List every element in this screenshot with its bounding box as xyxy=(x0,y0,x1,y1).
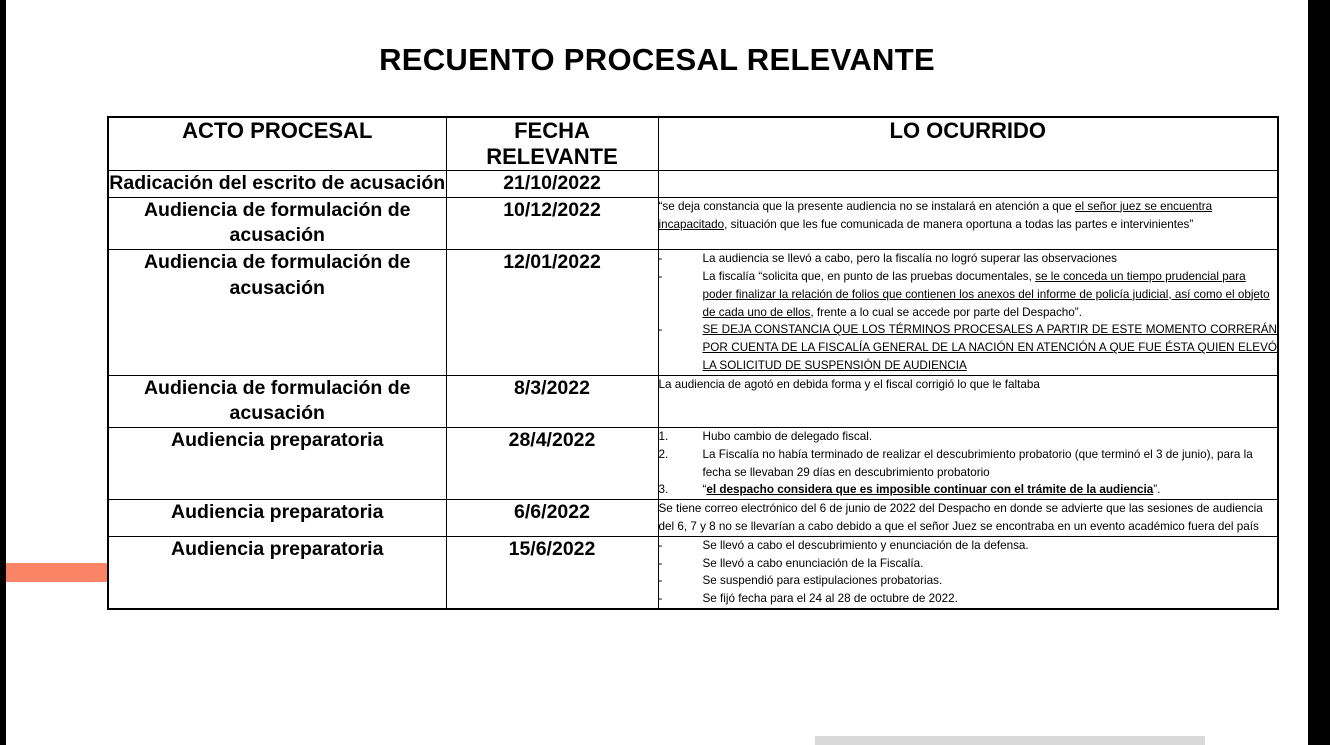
list-item-text xyxy=(703,555,1278,573)
list-item xyxy=(659,268,1278,321)
header-lo-ocurrido: LO OCURRIDO xyxy=(658,117,1278,171)
table-row xyxy=(108,500,1278,537)
cell-fecha-relevante: 15/6/2022 xyxy=(446,536,658,609)
cell-acto-procesal: Audiencia de formulación de acusación xyxy=(108,375,446,427)
cell-fecha-relevante: 12/01/2022 xyxy=(446,250,658,375)
list-item-text xyxy=(703,250,1278,268)
cell-lo-ocurrido xyxy=(658,536,1278,609)
list-marker: - xyxy=(658,592,663,606)
cell-fecha-relevante: 21/10/2022 xyxy=(446,171,658,198)
list-marker: - xyxy=(658,269,663,283)
list-item-text xyxy=(703,572,1278,590)
list-item-text xyxy=(703,590,1278,608)
list-marker: - xyxy=(658,252,663,266)
list-marker: 2. xyxy=(658,447,669,461)
cell-fecha-relevante: 10/12/2022 xyxy=(446,197,658,249)
cell-fecha-relevante: 6/6/2022 xyxy=(446,500,658,537)
text-run: Se llevó a cabo enunciación de la Fiscalía. xyxy=(702,556,924,570)
ocurrido-list xyxy=(659,250,1278,374)
list-item-text xyxy=(703,428,1278,446)
table-row xyxy=(108,428,1278,500)
underlined-text: SE DEJA CONSTANCIA QUE LOS TÉRMINOS PROCESALES A PARTIR DE ESTE MOMENTO CORRERÁN POR CUENTA DE LA FISCALÍA GENERAL DE LA NACIÓN EN ATENCIÓN A QUE FUE ÉSTA QUIEN ELEVÓ LA SOLICITUD DE SUSPENSIÓN DE AUDIENCIA xyxy=(702,323,1277,372)
header-acto-procesal: ACTO PROCESAL xyxy=(108,117,446,171)
list-item xyxy=(659,537,1278,555)
list-item-text xyxy=(703,446,1278,482)
cell-lo-ocurrido xyxy=(658,197,1278,249)
list-item xyxy=(659,446,1278,482)
cell-acto-procesal: Audiencia preparatoria xyxy=(108,536,446,609)
cell-lo-ocurrido xyxy=(658,428,1278,500)
list-item xyxy=(659,590,1278,608)
recuento-procesal-table xyxy=(107,116,1279,610)
left-letterbox-bar xyxy=(0,0,6,745)
underlined-text: el señor juez se encuentra incapacitado, xyxy=(658,199,1213,231)
bold-underlined-text: el despacho considera que es imposible continuar con el trámite de la audiencia xyxy=(706,483,1154,497)
list-marker: - xyxy=(658,556,663,570)
table-body xyxy=(108,171,1278,609)
list-marker: 3. xyxy=(658,483,669,497)
text-run: La fiscalía “solicita que, en punto de las pruebas documentales, xyxy=(702,269,1036,283)
text-run: , frente a lo cual se accede por parte del Despacho”. xyxy=(810,305,1082,319)
list-item-text xyxy=(703,537,1278,555)
list-item xyxy=(659,481,1278,499)
ocurrido-paragraph xyxy=(659,376,1278,394)
cell-acto-procesal: Radicación del escrito de acusación xyxy=(108,171,446,198)
list-item xyxy=(659,321,1278,374)
list-item-text xyxy=(703,481,1278,499)
text-run: La audiencia se llevó a cabo, pero la fiscalía no logró superar las observaciones xyxy=(702,252,1118,266)
cell-lo-ocurrido xyxy=(658,500,1278,537)
underlined-text: se le conceda un tiempo prudencial para poder finalizar la relación de folios que contienen los anexos del informe de policía judicial, así como el objeto de cada uno de ellos xyxy=(702,269,1270,319)
cell-acto-procesal: Audiencia de formulación de acusación xyxy=(108,250,446,375)
cell-lo-ocurrido xyxy=(658,250,1278,375)
cell-acto-procesal: Audiencia preparatoria xyxy=(108,428,446,500)
text-run: “se deja constancia que la presente audiencia no se instalará en atención a que xyxy=(658,199,1075,213)
header-fecha-relevante: FECHA RELEVANTE xyxy=(446,117,658,171)
slide-canvas xyxy=(6,0,1308,745)
orange-margin-marker xyxy=(6,563,107,582)
list-item xyxy=(659,555,1278,573)
text-run: “ xyxy=(702,483,707,497)
cell-lo-ocurrido-empty xyxy=(658,171,1278,198)
cell-fecha-relevante: 8/3/2022 xyxy=(446,375,658,427)
text-run: situación que les fue comunicada de manera oportuna a todas las partes e intervinientes” xyxy=(727,217,1194,231)
right-letterbox-bar xyxy=(1308,0,1330,745)
ocurrido-paragraph xyxy=(659,500,1278,536)
page-title: RECUENTO PROCESAL RELEVANTE xyxy=(379,42,935,77)
cell-acto-procesal: Audiencia preparatoria xyxy=(108,500,446,537)
table-head xyxy=(108,117,1278,171)
list-item-text xyxy=(703,321,1278,374)
ocurrido-paragraph xyxy=(659,198,1278,234)
ocurrido-list xyxy=(659,537,1278,608)
text-run: La audiencia de agotó en debida forma y el fiscal corrigió lo que le faltaba xyxy=(658,377,1040,391)
list-item xyxy=(659,572,1278,590)
list-marker: 1. xyxy=(658,430,669,444)
text-run: Se fijó fecha para el 24 al 28 de octubre de 2022. xyxy=(702,592,958,606)
table-row xyxy=(108,536,1278,609)
list-item-text xyxy=(703,268,1278,321)
text-run: Hubo cambio de delegado fiscal. xyxy=(702,430,873,444)
text-run: Se tiene correo electrónico del 6 de junio de 2022 del Despacho en donde se advierte que las sesiones de audiencia del 6, 7 y 8 no se llevarían a cabo debido a que el señor Juez se encontraba en un evento académico fuera del país xyxy=(658,502,1263,534)
cell-fecha-relevante: 28/4/2022 xyxy=(446,428,658,500)
text-run: Se suspendió para estipulaciones probatorias. xyxy=(702,574,943,588)
table-row xyxy=(108,197,1278,249)
list-marker: - xyxy=(658,323,663,337)
text-run: Se llevó a cabo el descubrimiento y enunciación de la defensa. xyxy=(702,538,1029,552)
text-run: ”. xyxy=(1153,483,1161,497)
table-row xyxy=(108,375,1278,427)
list-item xyxy=(659,428,1278,446)
text-run: La Fiscalía no había terminado de realizar el descubrimiento probatorio (que terminó el 3 de junio), para la fecha se llevaban 29 días en descubrimiento probatorio xyxy=(702,447,1253,479)
list-item xyxy=(659,250,1278,268)
list-marker: - xyxy=(658,574,663,588)
list-marker: - xyxy=(658,538,663,552)
bottom-progress-bar[interactable] xyxy=(815,736,1205,745)
table-header-row xyxy=(108,117,1278,171)
recuento-table-wrapper xyxy=(107,116,1277,610)
table-row xyxy=(108,250,1278,375)
table-row xyxy=(108,171,1278,198)
cell-acto-procesal: Audiencia de formulación de acusación xyxy=(108,197,446,249)
cell-lo-ocurrido xyxy=(658,375,1278,427)
ocurrido-list xyxy=(659,428,1278,499)
